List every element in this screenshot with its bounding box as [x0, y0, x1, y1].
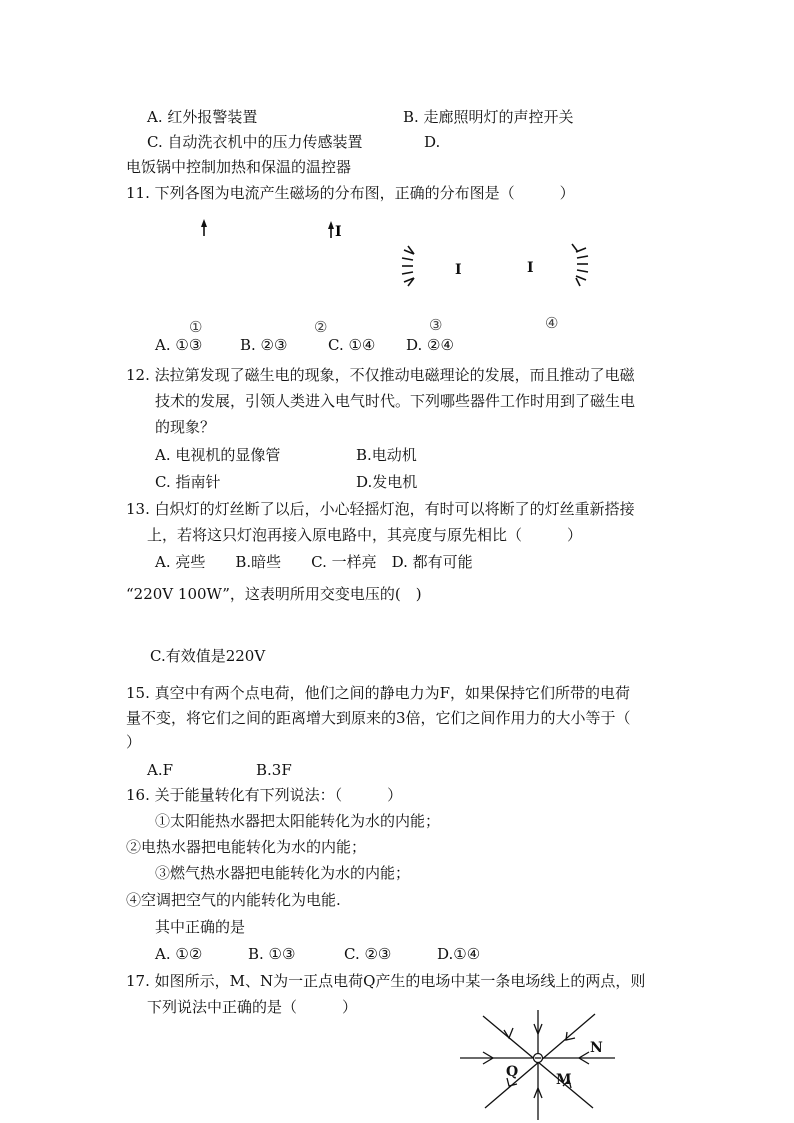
q11-stem: 11. 下列各图为电流产生磁场的分布图，正确的分布图是（ ） — [126, 184, 575, 202]
q15-stem-line-3: ） — [126, 733, 142, 751]
q11-figures — [0, 0, 794, 340]
q11-figure-label-4: ④ — [545, 314, 559, 332]
q16-option-c: C. ②③ — [344, 945, 392, 963]
q10-option-a: A. 红外报警装置 — [147, 108, 258, 126]
q16-option-d: D.①④ — [437, 945, 481, 963]
q11-option-b: B. ②③ — [240, 336, 288, 354]
q11-figure-4-field-lines — [527, 244, 588, 286]
q12-stem-line-3: 的现象？ — [155, 418, 216, 436]
q17-stem-line-1: 17. 如图所示，M、N为一正点电荷Q产生的电场中某一条电场线上的两点，则 — [126, 972, 646, 990]
q16-item-2: ②电热水器把电能转化为水的内能； — [126, 838, 367, 856]
q16-stem: 16. 关于能量转化有下列说法：（ ） — [126, 786, 403, 804]
q10-option-d-letter: D. — [424, 133, 441, 151]
q16-item-4: ④空调把空气的内能转化为电能. — [126, 891, 341, 909]
q12-stem-line-1: 12. 法拉第发现了磁生电的现象，不仅推动电磁理论的发展，而且推动了电磁 — [126, 366, 635, 384]
q11-figure-label-1: ① — [189, 318, 203, 336]
q12-option-d: D.发电机 — [356, 473, 418, 491]
q16-item-1: ①太阳能热水器把太阳能转化为水的内能； — [155, 812, 441, 830]
q15-option-a: A.F — [147, 761, 174, 779]
q11-figure-2-current-label: I — [335, 224, 342, 240]
q11-option-d: D. ②④ — [406, 336, 454, 354]
q12-option-a: A. 电视机的显像管 — [155, 446, 281, 464]
q14-option-c: C.有效值是220V — [150, 647, 266, 665]
q15-option-b: B.3F — [256, 761, 292, 779]
q11-option-c: C. ①④ — [328, 336, 376, 354]
q11-figure-1-wire — [201, 219, 207, 236]
q11-figure-2-wire — [328, 221, 342, 240]
q10-option-b: B. 走廊照明灯的声控开关 — [403, 108, 574, 126]
q13-stem-line-2: 上，若将这只灯泡再接入原电路中，其亮度与原先相比（ ） — [147, 526, 583, 544]
q12-option-b: B.电动机 — [356, 446, 417, 464]
q12-option-c: C. 指南针 — [155, 473, 221, 491]
q11-figure-label-3: ③ — [429, 316, 443, 334]
q17-label-n: N — [590, 1040, 603, 1056]
q11-figure-3-field-lines — [402, 246, 462, 286]
q16-option-a: A. ①② — [155, 945, 203, 963]
q17-label-q: Q — [506, 1064, 519, 1080]
q11-figure-label-2: ② — [314, 318, 328, 336]
q13-stem-line-1: 13. 白炽灯的灯丝断了以后，小心轻摇灯泡，有时可以将断了的灯丝重新搭接 — [126, 500, 635, 518]
q15-stem-line-2: 量不变，将它们之间的距离增大到原来的3倍，它们之间作用力的大小等于（ — [126, 709, 631, 727]
q10-option-d-text: 电饭锅中控制加热和保温的温控器 — [126, 158, 352, 176]
q17-stem-line-2: 下列说法中正确的是（ ） — [147, 998, 358, 1016]
q11-option-a: A. ①③ — [155, 336, 203, 354]
q10-option-c: C. 自动洗衣机中的压力传感装置 — [147, 133, 363, 151]
q12-stem-line-2: 技术的发展，引领人类进入电气时代。下列哪些器件工作时用到了磁生电 — [155, 392, 636, 410]
q16-option-b: B. ①③ — [248, 945, 296, 963]
q16-prompt: 其中正确的是 — [155, 918, 246, 936]
q11-figure-3-current-label: I — [455, 262, 462, 278]
q11-figure-4-current-label: I — [527, 260, 534, 276]
q15-stem-line-1: 15. 真空中有两个点电荷，他们之间的静电力为F，如果保持它们所带的电荷 — [126, 684, 631, 702]
q16-item-3: ③燃气热水器把电能转化为水的内能； — [155, 864, 411, 882]
q17-label-m: M — [556, 1072, 572, 1088]
q13-options: A. 亮些 B.暗些 C. 一样亮 D. 都有可能 — [155, 553, 473, 571]
q17-electric-field-diagram — [455, 1010, 625, 1122]
q14-fragment: “220V 100W”，这表明所用交变电压的( ) — [126, 585, 422, 603]
